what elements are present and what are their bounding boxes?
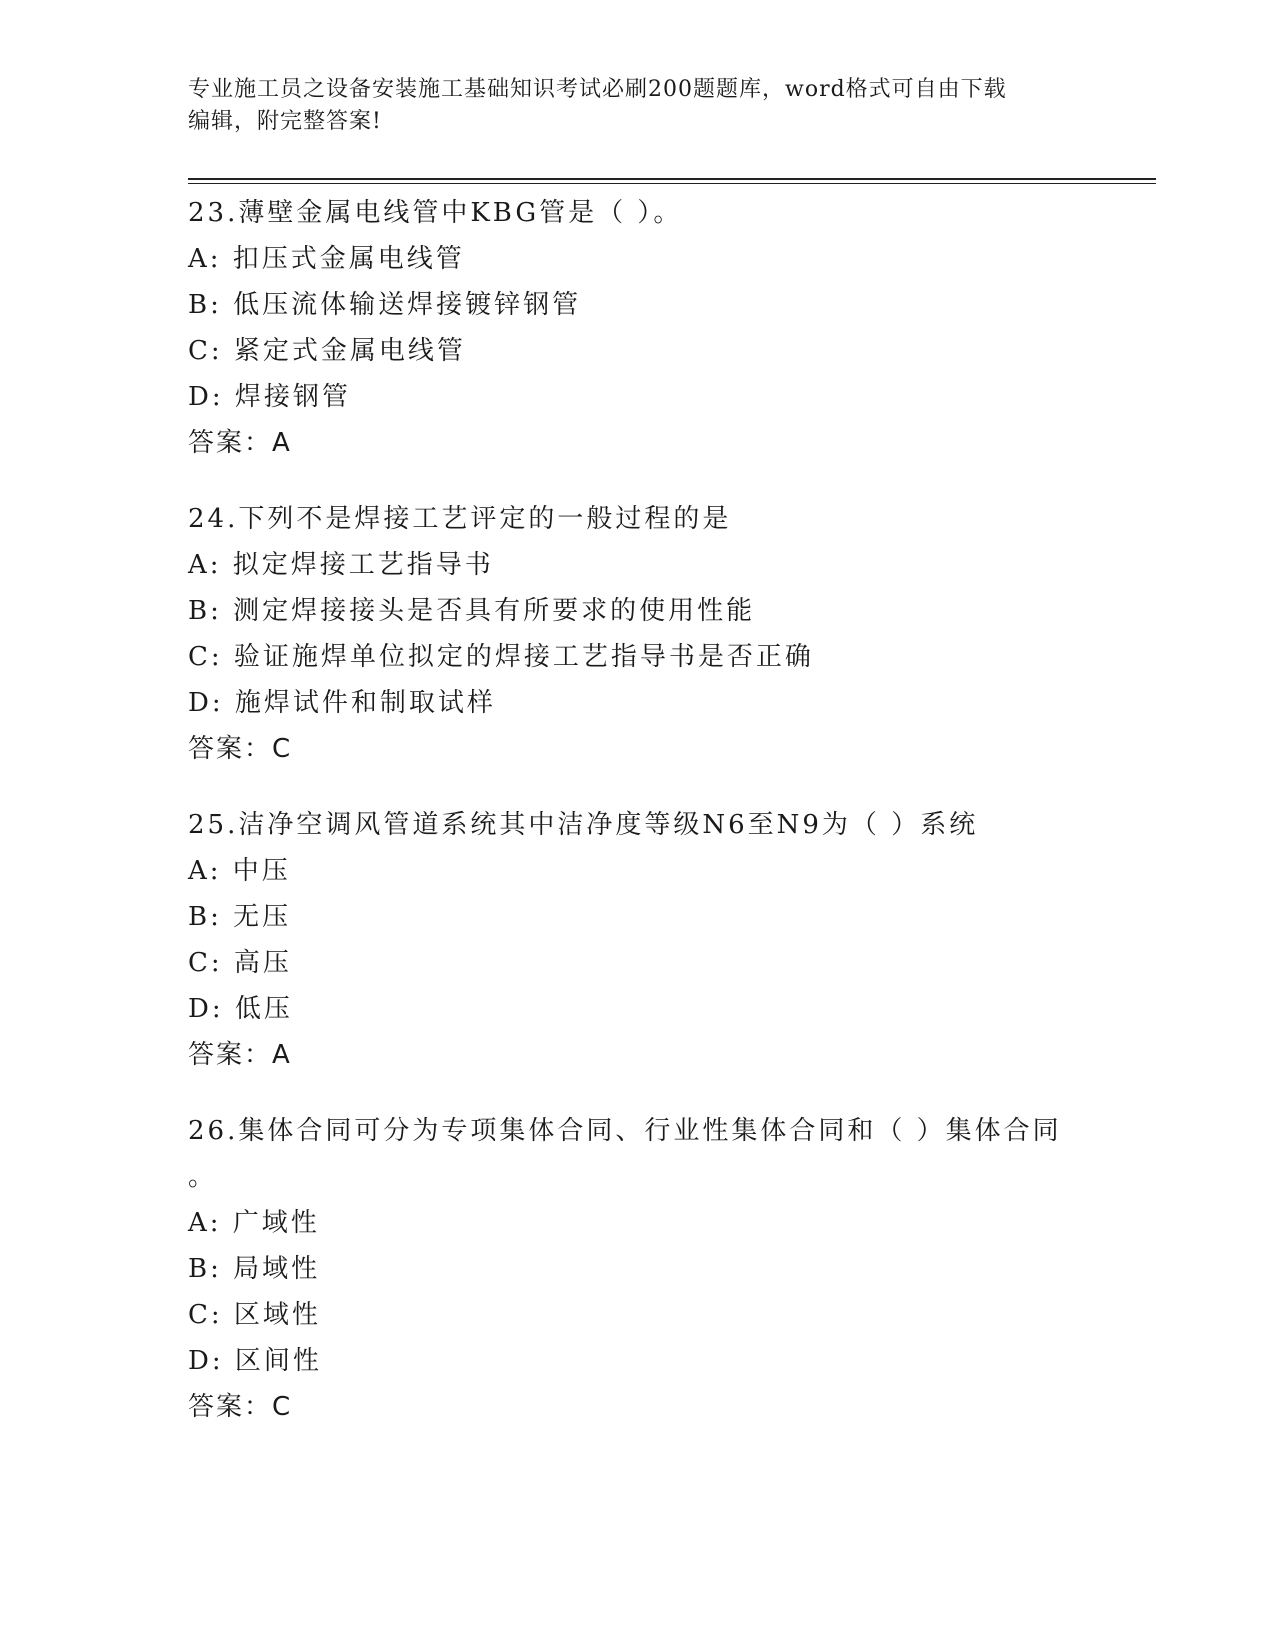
question-stem: 24.下列不是焊接工艺评定的一般过程的是 xyxy=(188,504,732,534)
option-c: C: 验证施焊单位拟定的焊接工艺指导书是否正确 xyxy=(188,642,814,672)
question-stem: 23.薄壁金属电线管中KBG管是（ ）。 xyxy=(188,198,683,228)
option-c: C: 高压 xyxy=(188,948,292,978)
answer-line: 答案：C xyxy=(188,1392,293,1422)
question-stem: 26.集体合同可分为专项集体合同、行业性集体合同和（ ）集体合同 。 xyxy=(188,1116,1062,1192)
question-item xyxy=(188,802,1068,1078)
answer-line: 答案：A xyxy=(188,1040,292,1070)
option-b: B: 低压流体输送焊接镀锌钢管 xyxy=(188,290,582,320)
option-d: D: 施焊试件和制取试样 xyxy=(188,688,496,718)
question-list xyxy=(188,190,1068,1460)
question-item xyxy=(188,190,1068,466)
header-line-2: 编辑，附完整答案! xyxy=(188,109,382,134)
header-divider-thin xyxy=(188,183,1156,184)
option-b: B: 测定焊接接头是否具有所要求的使用性能 xyxy=(188,596,756,626)
header-line-1: 专业施工员之设备安装施工基础知识考试必刷200题题库，word格式可自由下载 xyxy=(188,77,1007,102)
question-item xyxy=(188,496,1068,772)
option-a: A: 扣压式金属电线管 xyxy=(188,244,465,274)
option-c: C: 区域性 xyxy=(188,1300,321,1330)
question-item xyxy=(188,1108,1068,1430)
option-d: D: 低压 xyxy=(188,994,293,1024)
answer-line: 答案：C xyxy=(188,734,293,764)
header-divider-thick xyxy=(188,178,1156,180)
document-header xyxy=(188,74,1088,138)
answer-line: 答案：A xyxy=(188,428,292,458)
option-a: A: 中压 xyxy=(188,856,291,886)
option-d: D: 区间性 xyxy=(188,1346,322,1376)
option-b: B: 无压 xyxy=(188,902,292,932)
question-stem: 25.洁净空调风管道系统其中洁净度等级N6至N9为（ ）系统 xyxy=(188,810,979,840)
option-a: A: 拟定焊接工艺指导书 xyxy=(188,550,494,580)
option-b: B: 局域性 xyxy=(188,1254,321,1284)
option-a: A: 广域性 xyxy=(188,1208,320,1238)
option-d: D: 焊接钢管 xyxy=(188,382,351,412)
option-c: C: 紧定式金属电线管 xyxy=(188,336,466,366)
